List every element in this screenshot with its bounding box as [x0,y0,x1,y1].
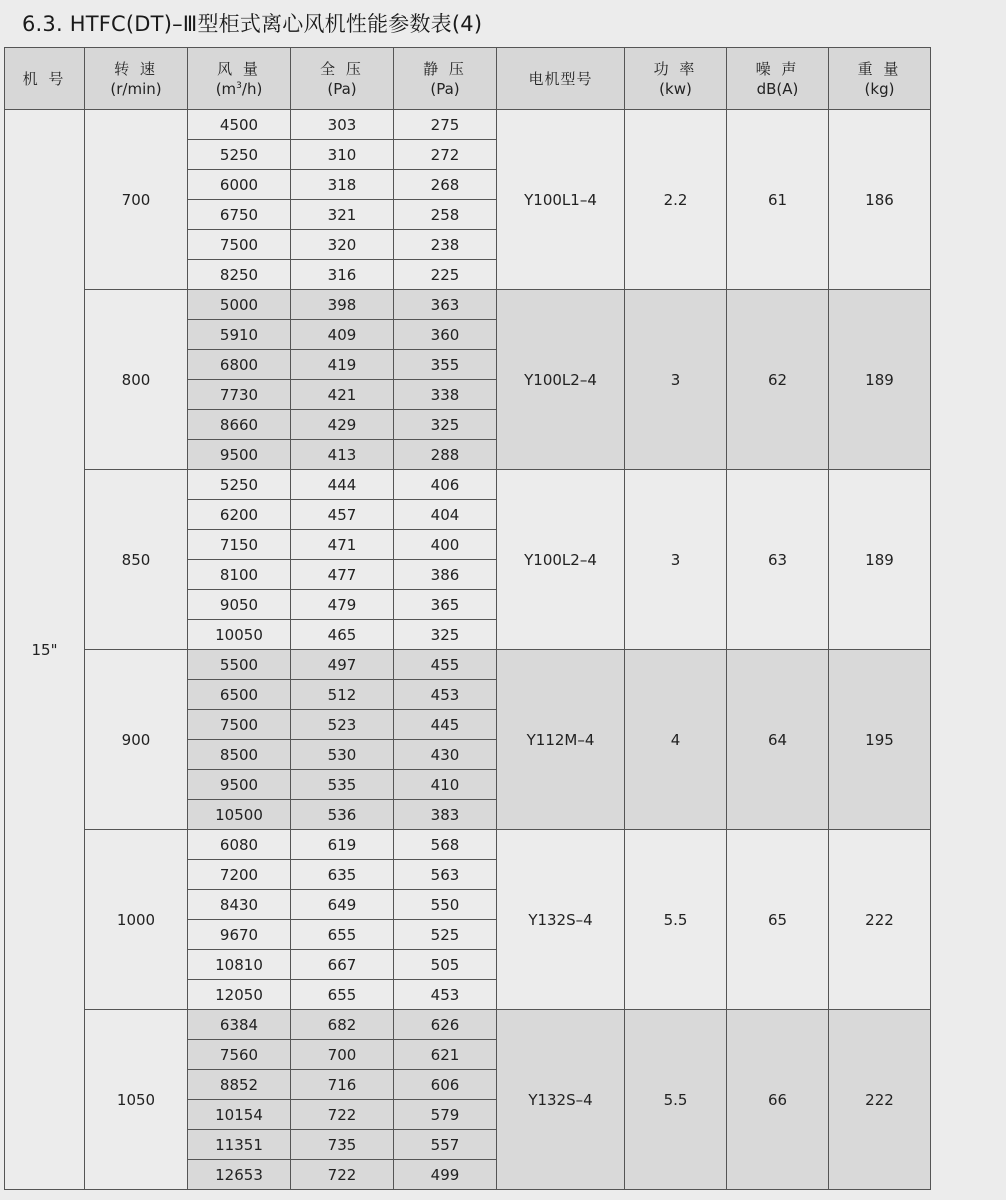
static-pressure-cell: 355 [394,350,497,380]
static-pressure-cell: 525 [394,920,497,950]
static-pressure-cell: 568 [394,830,497,860]
total-pressure-cell: 716 [291,1070,394,1100]
total-pressure-cell: 735 [291,1130,394,1160]
motor-model-cell: Y100L2–4 [497,290,625,470]
total-pressure-cell: 457 [291,500,394,530]
static-pressure-cell: 606 [394,1070,497,1100]
flow-cell: 7200 [188,860,291,890]
static-pressure-cell: 430 [394,740,497,770]
static-pressure-cell: 325 [394,620,497,650]
static-pressure-cell: 272 [394,140,497,170]
power-cell: 4 [625,650,727,830]
total-pressure-cell: 465 [291,620,394,650]
total-pressure-cell: 655 [291,920,394,950]
flow-cell: 12653 [188,1160,291,1190]
total-pressure-cell: 635 [291,860,394,890]
static-pressure-cell: 275 [394,110,497,140]
static-pressure-cell: 386 [394,560,497,590]
power-cell: 3 [625,470,727,650]
total-pressure-cell: 512 [291,680,394,710]
flow-cell: 8100 [188,560,291,590]
flow-cell: 6080 [188,830,291,860]
speed-cell: 900 [85,650,188,830]
total-pressure-cell: 649 [291,890,394,920]
table-row [5,1010,931,1040]
flow-cell: 9500 [188,440,291,470]
flow-cell: 8660 [188,410,291,440]
total-pressure-cell: 318 [291,170,394,200]
static-pressure-cell: 363 [394,290,497,320]
motor-model-cell: Y132S–4 [497,1010,625,1190]
total-pressure-cell: 535 [291,770,394,800]
speed-cell: 700 [85,110,188,290]
static-pressure-cell: 550 [394,890,497,920]
total-pressure-cell: 477 [291,560,394,590]
flow-cell: 12050 [188,980,291,1010]
static-pressure-cell: 400 [394,530,497,560]
power-cell: 3 [625,290,727,470]
power-cell: 5.5 [625,1010,727,1190]
noise-cell: 66 [727,1010,829,1190]
total-pressure-cell: 413 [291,440,394,470]
table-row [5,470,931,500]
flow-cell: 6200 [188,500,291,530]
weight-cell: 222 [829,1010,931,1190]
total-pressure-cell: 316 [291,260,394,290]
total-pressure-cell: 523 [291,710,394,740]
static-pressure-cell: 453 [394,980,497,1010]
total-pressure-cell: 320 [291,230,394,260]
flow-cell: 7730 [188,380,291,410]
flow-cell: 8852 [188,1070,291,1100]
total-pressure-cell: 700 [291,1040,394,1070]
flow-cell: 6000 [188,170,291,200]
total-pressure-cell: 421 [291,380,394,410]
speed-cell: 1050 [85,1010,188,1190]
total-pressure-cell: 429 [291,410,394,440]
total-pressure-cell: 310 [291,140,394,170]
col-header-weight: 重 量 (kg) [829,48,931,110]
static-pressure-cell: 268 [394,170,497,200]
speed-cell: 1000 [85,830,188,1010]
total-pressure-cell: 479 [291,590,394,620]
static-pressure-cell: 499 [394,1160,497,1190]
static-pressure-cell: 453 [394,680,497,710]
col-header-flow: 风 量 $(m^3/h)$ [188,48,291,110]
flow-cell: 8430 [188,890,291,920]
power-cell: 2.2 [625,110,727,290]
noise-cell: 65 [727,830,829,1010]
total-pressure-cell: 497 [291,650,394,680]
static-pressure-cell: 505 [394,950,497,980]
flow-cell: 9670 [188,920,291,950]
power-cell: 5.5 [625,830,727,1010]
total-pressure-cell: 722 [291,1100,394,1130]
total-pressure-cell: 398 [291,290,394,320]
flow-cell: 6500 [188,680,291,710]
weight-cell: 189 [829,470,931,650]
flow-cell: 11351 [188,1130,291,1160]
col-header-speed: 转 速 (r/min) [85,48,188,110]
table-row [5,650,931,680]
total-pressure-cell: 471 [291,530,394,560]
flow-cell: 7500 [188,230,291,260]
performance-table [4,47,931,1190]
static-pressure-cell: 338 [394,380,497,410]
flow-cell: 10154 [188,1100,291,1130]
flow-cell: 5250 [188,140,291,170]
total-pressure-cell: 303 [291,110,394,140]
flow-cell: 8250 [188,260,291,290]
flow-cell: 6384 [188,1010,291,1040]
static-pressure-cell: 455 [394,650,497,680]
motor-model-cell: Y132S–4 [497,830,625,1010]
col-header-motor: 电机型号 [497,48,625,110]
static-pressure-cell: 557 [394,1130,497,1160]
flow-cell: 5500 [188,650,291,680]
static-pressure-cell: 410 [394,770,497,800]
static-pressure-cell: 238 [394,230,497,260]
flow-cell: 5910 [188,320,291,350]
static-pressure-cell: 621 [394,1040,497,1070]
total-pressure-cell: 619 [291,830,394,860]
noise-cell: 63 [727,470,829,650]
total-pressure-cell: 536 [291,800,394,830]
static-pressure-cell: 579 [394,1100,497,1130]
static-pressure-cell: 360 [394,320,497,350]
motor-model-cell: Y100L2–4 [497,470,625,650]
total-pressure-cell: 667 [291,950,394,980]
flow-cell: 6800 [188,350,291,380]
col-header-static-pressure: 静 压 (Pa) [394,48,497,110]
static-pressure-cell: 325 [394,410,497,440]
flow-cell: 9050 [188,590,291,620]
flow-cell: 4500 [188,110,291,140]
col-header-total-pressure: 全 压 (Pa) [291,48,394,110]
motor-model-cell: Y100L1–4 [497,110,625,290]
static-pressure-cell: 404 [394,500,497,530]
noise-cell: 64 [727,650,829,830]
weight-cell: 186 [829,110,931,290]
flow-cell: 7150 [188,530,291,560]
total-pressure-cell: 444 [291,470,394,500]
model-number-cell: 15" [5,110,85,1190]
static-pressure-cell: 258 [394,200,497,230]
total-pressure-cell: 321 [291,200,394,230]
total-pressure-cell: 722 [291,1160,394,1190]
table-row [5,290,931,320]
static-pressure-cell: 563 [394,860,497,890]
noise-cell: 61 [727,110,829,290]
table-body [5,110,931,1190]
speed-cell: 850 [85,470,188,650]
col-header-noise: 噪 声 dB(A) [727,48,829,110]
total-pressure-cell: 655 [291,980,394,1010]
motor-model-cell: Y112M–4 [497,650,625,830]
flow-cell: 9500 [188,770,291,800]
col-header-model: 机 号 [5,48,85,110]
weight-cell: 189 [829,290,931,470]
table-row [5,110,931,140]
static-pressure-cell: 406 [394,470,497,500]
flow-cell: 10810 [188,950,291,980]
weight-cell: 222 [829,830,931,1010]
static-pressure-cell: 626 [394,1010,497,1040]
static-pressure-cell: 445 [394,710,497,740]
weight-cell: 195 [829,650,931,830]
static-pressure-cell: 288 [394,440,497,470]
total-pressure-cell: 530 [291,740,394,770]
speed-cell: 800 [85,290,188,470]
col-header-power: 功 率 (kw) [625,48,727,110]
flow-cell: 10050 [188,620,291,650]
total-pressure-cell: 682 [291,1010,394,1040]
flow-cell: 6750 [188,200,291,230]
noise-cell: 62 [727,290,829,470]
static-pressure-cell: 225 [394,260,497,290]
flow-cell: 8500 [188,740,291,770]
flow-cell: 7560 [188,1040,291,1070]
flow-cell: 5000 [188,290,291,320]
total-pressure-cell: 419 [291,350,394,380]
flow-cell: 10500 [188,800,291,830]
page-title: 6.3. HTFC(DT)–Ⅲ型柜式离心风机性能参数表(4) [22,12,483,36]
total-pressure-cell: 409 [291,320,394,350]
flow-cell: 5250 [188,470,291,500]
static-pressure-cell: 383 [394,800,497,830]
table-row [5,830,931,860]
header-row [5,48,931,110]
static-pressure-cell: 365 [394,590,497,620]
flow-cell: 7500 [188,710,291,740]
